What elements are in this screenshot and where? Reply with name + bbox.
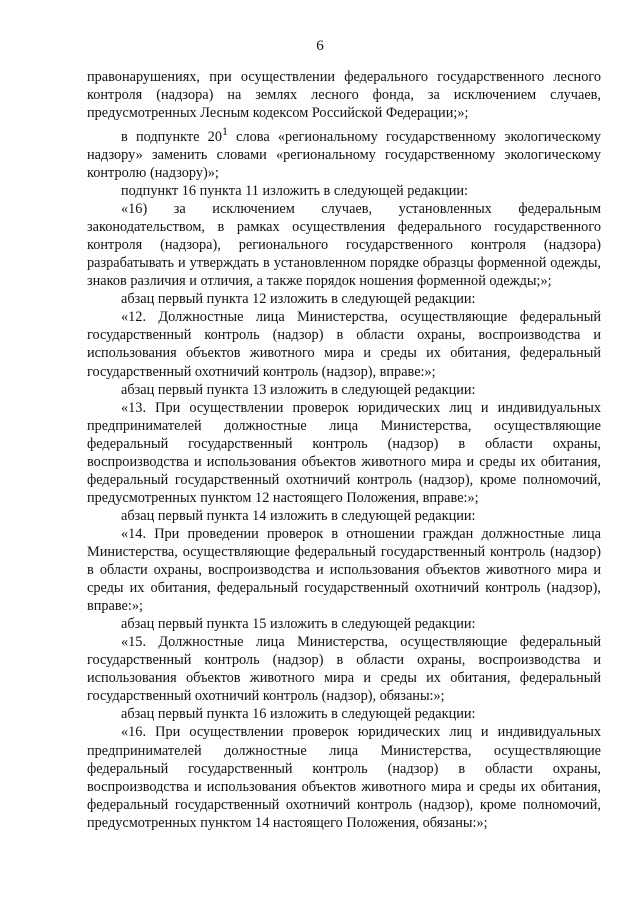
paragraph: «14. При проведении проверок в отношении граждан должностные лица Министерства, осуществляющие федеральный государственный контроль (надзор) в области охраны, воспроизводства и использования объектов животного мира и среды их обитания, федеральный государственный охотничий контроль (надзор), вправе:»; <box>87 525 601 615</box>
paragraph: абзац первый пункта 16 изложить в следующей редакции: <box>121 706 476 723</box>
paragraph: «12. Должностные лица Министерства, осуществляющие федеральный государственный контроль (надзор) в области охраны, воспроизводства и использования объектов животного мира и среды их обитания, федеральный государственный охотничий контроль (надзор), вправе:»; <box>87 309 601 380</box>
document-body <box>87 68 601 832</box>
paragraph: «16. При осуществлении проверок юридических лиц и индивидуальных предпринимателей должностные лица Министерства, осуществляющие федеральный государственный контроль (надзор) в области охраны, воспроизводства и использования объектов животного мира и среды их обитания, федеральный государственный охотничий контроль (надзор), кроме полномочий, предусмотренных пунктом 14 настоящего Положения, обязаны:»; <box>87 724 601 831</box>
paragraph: «15. Должностные лица Министерства, осуществляющие федеральный государственный контроль (надзор) в области охраны, воспроизводства и использования объектов животного мира и среды их обитания, федеральный государственный охотничий контроль (надзор), обязаны:»; <box>87 634 601 705</box>
paragraph: абзац первый пункта 14 изложить в следующей редакции: <box>121 507 476 524</box>
paragraph: абзац первый пункта 12 изложить в следующей редакции: <box>121 291 476 308</box>
paragraph: подпункт 16 пункта 11 изложить в следующей редакции: <box>121 183 468 200</box>
paragraph: абзац первый пункта 13 изложить в следующей редакции: <box>121 381 476 398</box>
page-number: 6 <box>316 38 324 54</box>
paragraph: в подпункте $20^1$ слова «региональному государственному экологическому надзору» заменить словами «региональному государственному экологическому контролю (надзору)»; <box>87 124 601 181</box>
paragraph: абзац первый пункта 15 изложить в следующей редакции: <box>121 616 476 633</box>
paragraph: «16) за исключением случаев, установленных федеральным законодательством, в рамках осуществления федерального государственного контроля (надзора), регионального государственного контроля (надзора) разрабатывать и утверждать в установленном порядке образцы форменной одежды, знаков различия и отличия, а также порядок ношения форменной одежды;»; <box>87 201 601 290</box>
paragraph: правонарушениях, при осуществлении федерального государственного лесного контроля (надзора) на землях лесного фонда, за исключением случаев, предусмотренных Лесным кодексом Российской Федерации;»; <box>87 69 601 122</box>
paragraph: «13. При осуществлении проверок юридических лиц и индивидуальных предпринимателей должностные лица Министерства, осуществляющие федеральный государственный контроль (надзор) в области охраны, воспроизводства и использования объектов животного мира и среды их обитания, федеральный государственный охотничий контроль (надзор), кроме полномочий, предусмотренных пунктом 12 настоящего Положения, вправе:»; <box>87 399 601 506</box>
